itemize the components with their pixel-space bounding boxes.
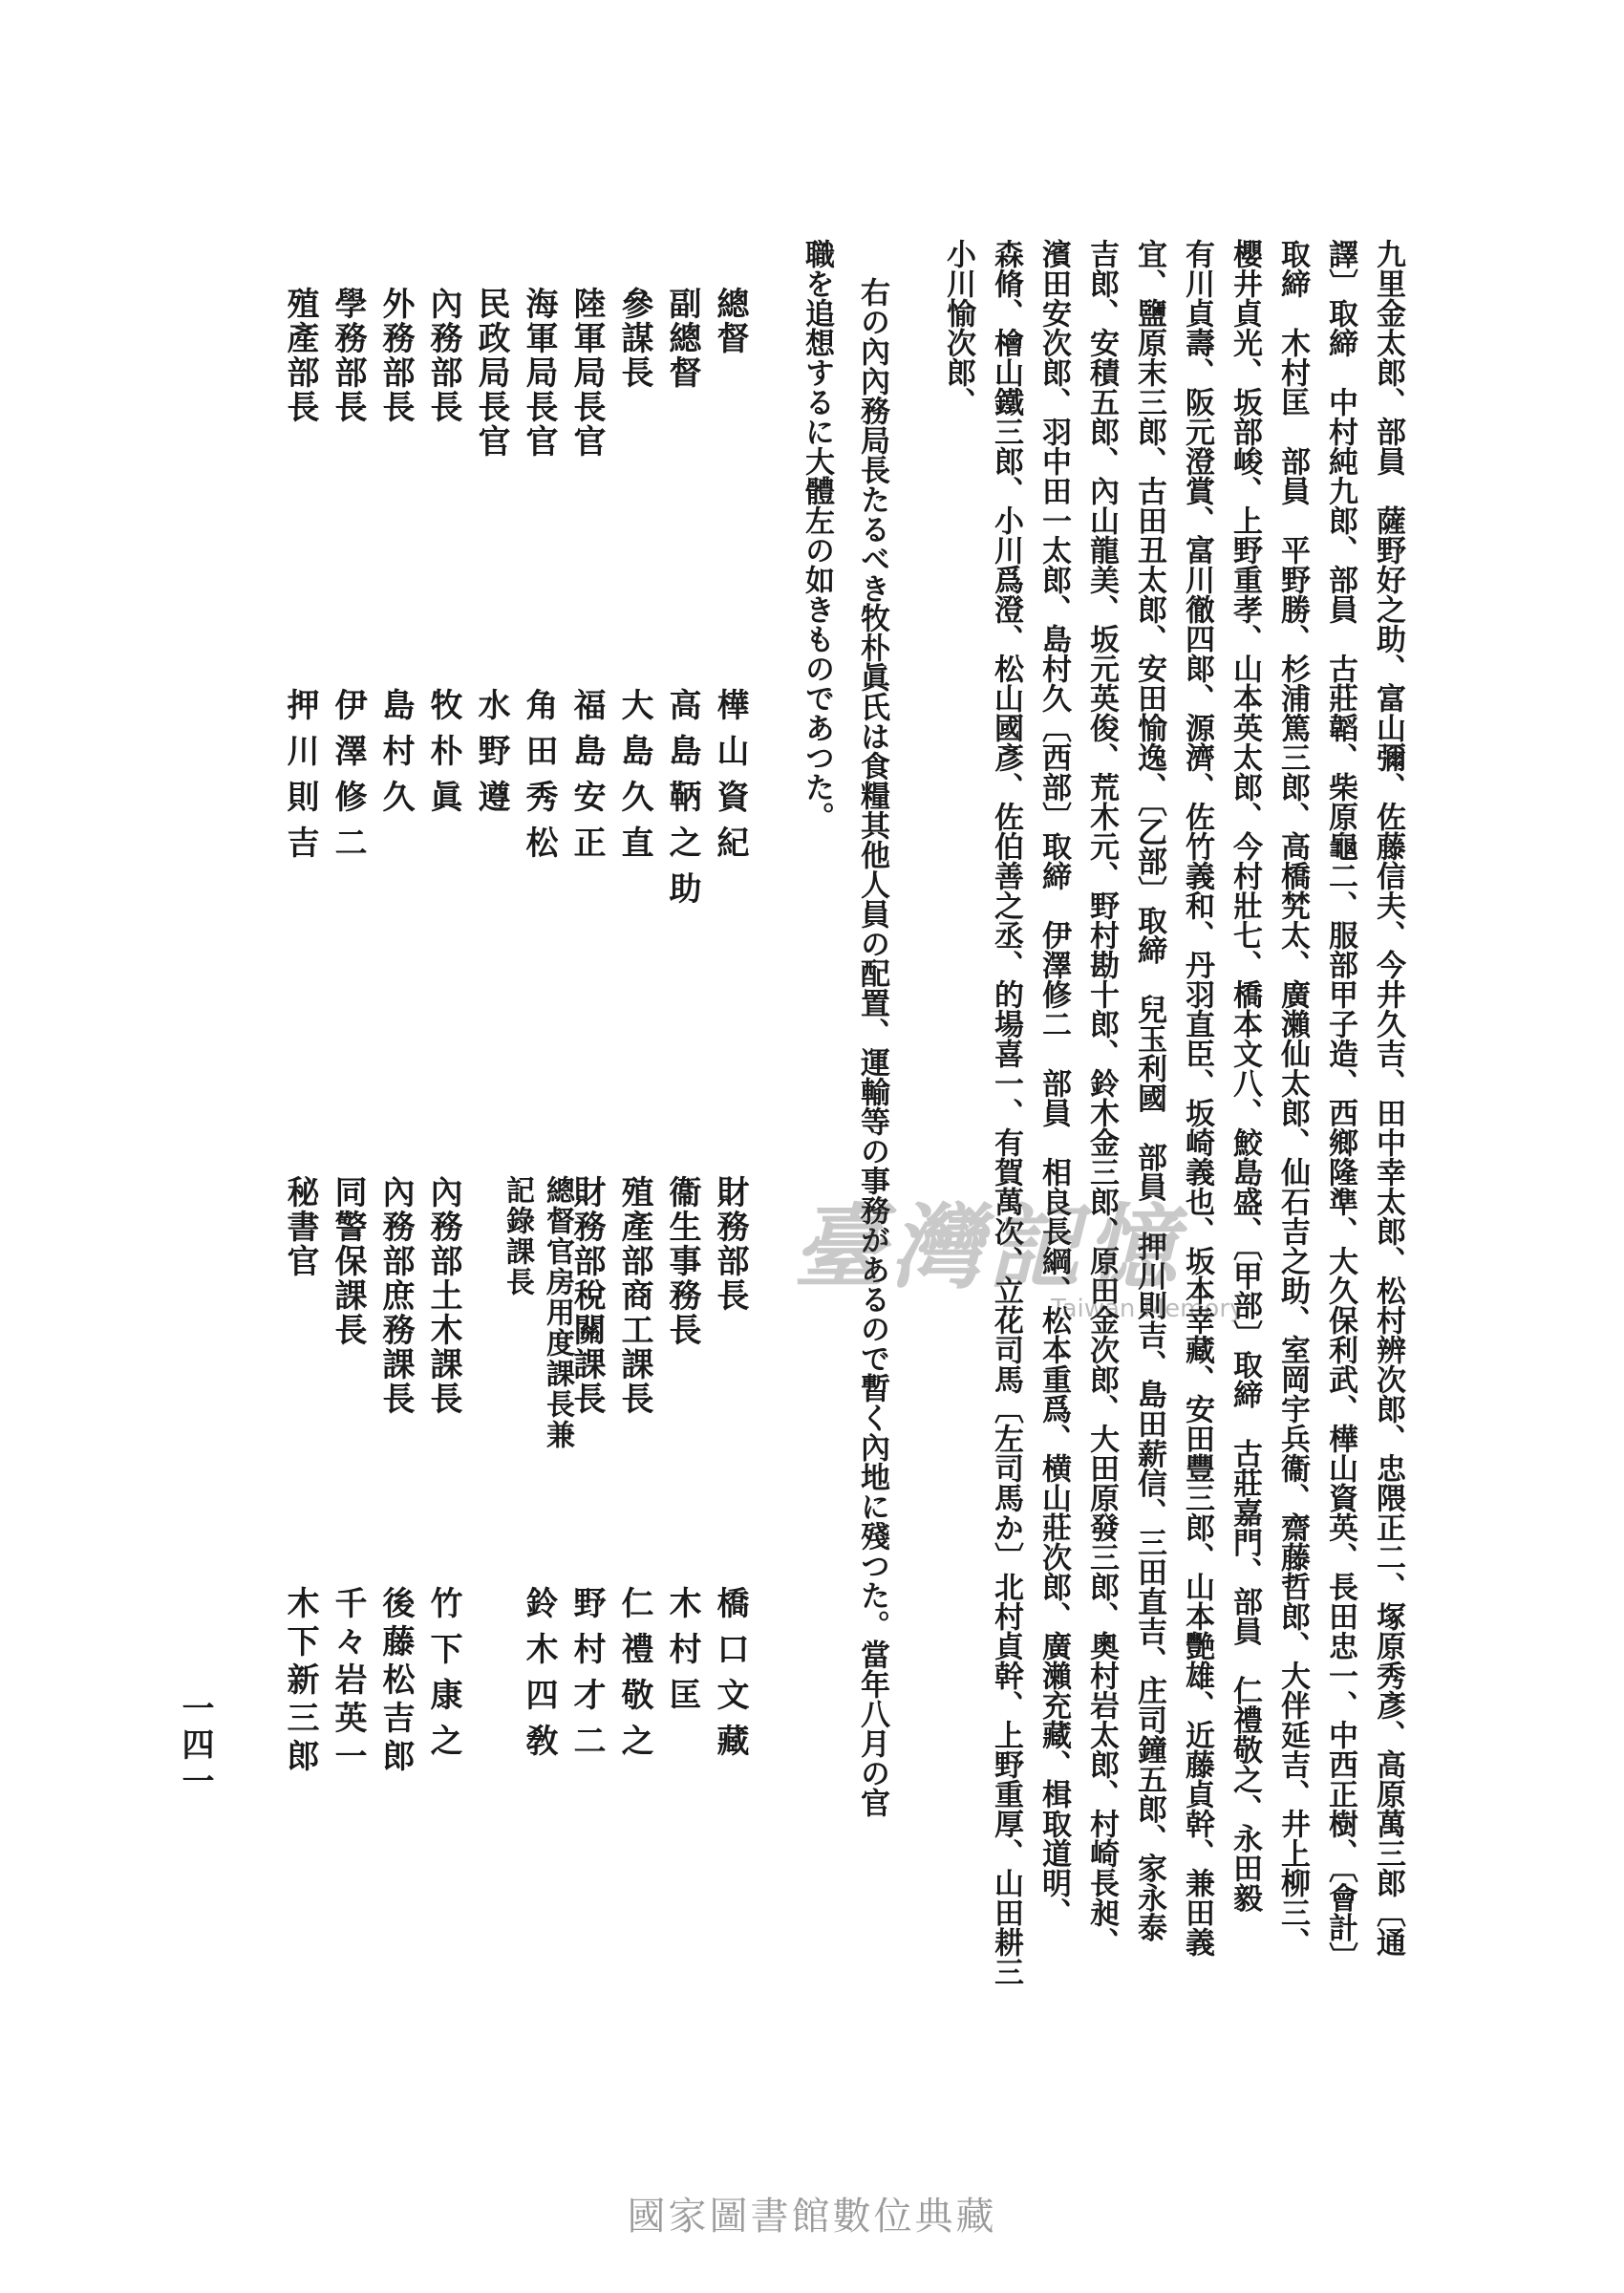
watermark-subtitle: Taiwan Memory — [1051, 1295, 1245, 1323]
personnel-name: 竹下康之 — [424, 1586, 462, 1769]
personnel-name: 後藤松吉郎 — [376, 1586, 415, 1777]
text-line: 櫻井貞光、坂部峻、上野重孝、山本英太郎、今村壯七、橋本文八、鮫島盛、〔甲部〕取締 古莊嘉門、部員 仁禮敬之、永田毅 — [1228, 239, 1262, 1913]
personnel-role: 內務部長 — [424, 287, 462, 424]
text-line: 取締 木村匡 部員 平野勝、杉浦篤三郎、高橋㭝太、廣瀨仙太郎、仙石吉之助、室岡宇兵衞、齋藤哲郎、大伴延吉、井上柳三、 — [1275, 239, 1310, 1957]
text-line: 有川貞壽、阪元澄賞、富川徹四郞、源濟、佐竹義和、丹羽直臣、坂崎義也、坂本幸藏、安田豐三郎、山本艷雄、近藤貞幹、兼田義 — [1180, 239, 1214, 1957]
personnel-name: 千々岩英一 — [329, 1586, 367, 1777]
personnel-name: 鈴木四敎 — [520, 1586, 558, 1769]
personnel-name: 伊澤修二 — [329, 688, 367, 871]
text-line: 九里金太郎、部員 薩野好之助、富山彌、佐藤信夫、今井久吉、田中幸太郎、松村辨次郎、忠隈正二、塚原秀彥、高原萬三郎〔通 — [1371, 239, 1405, 1957]
paragraph-line: 右の內內務局長たるべき牧朴眞氏は食糧其他人員の配置、運輸等の事務があるので暫く內地に殘つた。當年八月の官 — [855, 277, 889, 1817]
personnel-role: 殖產部商工課長 — [615, 1175, 653, 1416]
personnel-role: 財務部長 — [711, 1175, 749, 1313]
personnel-role: 副總督 — [663, 287, 701, 390]
text-line: 譯〕取締 中村純九郎、部員 古莊韜、柴原龜二、服部甲子造、西鄉隆準、大久保利武、樺山資英、長田忠一、中西正樹、〔會計〕 — [1323, 239, 1357, 1972]
personnel-role: 總督 — [711, 287, 749, 355]
personnel-name: 水野遵 — [472, 688, 510, 825]
personnel-role: 陸軍局長官 — [567, 287, 606, 459]
personnel-name: 仁禮敬之 — [615, 1586, 653, 1769]
personnel-role: 民政局長官 — [472, 287, 510, 459]
personnel-role: 衞生事務長 — [663, 1175, 701, 1347]
footer-archive-label: 國家圖書館數位典藏 — [627, 2195, 997, 2239]
personnel-name: 牧朴眞 — [424, 688, 462, 825]
text-line: 宜、鹽原末三郎、古田丑太郎、安田愉逸、〔乙部〕取締 兒玉利國 部員 押川則吉、島田薪信、三田直吉、庄司鐘五郎、家永泰 — [1132, 239, 1166, 1942]
text-line: 小川愉次郎、 — [941, 239, 975, 417]
personnel-name: 角田秀松 — [520, 688, 558, 871]
personnel-role: 總督官房用度課長兼 記錄課長 — [501, 1175, 574, 1450]
personnel-role: 學務部長 — [329, 287, 367, 424]
personnel-name: 野村才二 — [567, 1586, 606, 1769]
watermark-logo: 臺灣記憶 — [793, 1193, 1183, 1301]
personnel-role: 參謀長 — [615, 287, 653, 390]
personnel-role: 秘書官 — [281, 1175, 319, 1278]
personnel-role: 財務部稅關課長 — [567, 1175, 606, 1416]
page-number: 一四一 — [176, 1691, 214, 1800]
text-line: 森脩、檜山鐵三郎、小川爲澄、松山國彥、佐伯善之丞、的場喜一、有賀萬次、立花司馬〔左司馬か〕北村貞幹、上野重厚、山田耕三 — [989, 239, 1023, 1986]
personnel-name: 福島安正 — [567, 688, 606, 871]
text-line: 濱田安次郎、羽中田一太郎、島村久〔西部〕取締 伊澤修二 部員 相良長綱、松本重爲、横山莊次郎、廣瀨充藏、楫取道明、 — [1036, 239, 1071, 1927]
text-line: 吉郎、安積五郎、內山龍美、坂元英俊、荒木元、野村勘十郎、鈴木金三郎、原田金次郎、大田原發三郎、奧村岩太郎、村崎長昶、 — [1084, 239, 1119, 1957]
personnel-role: 內務部土木課長 — [424, 1175, 462, 1416]
personnel-role: 外務部長 — [376, 287, 415, 424]
personnel-role: 海軍局長官 — [520, 287, 558, 459]
personnel-name: 大島久直 — [615, 688, 653, 871]
personnel-name: 高島鞆之助 — [663, 688, 701, 917]
personnel-name: 木下新三郎 — [281, 1586, 319, 1777]
personnel-name: 島村久 — [376, 688, 415, 825]
personnel-role: 內務部庶務課長 — [376, 1175, 415, 1416]
personnel-role: 殖產部長 — [281, 287, 319, 424]
personnel-name: 押川則吉 — [281, 688, 319, 871]
personnel-name: 樺山資紀 — [711, 688, 749, 871]
paragraph-line: 職を追想するに大體左の如きものであつた。 — [800, 239, 834, 831]
personnel-name: 橋口文藏 — [711, 1586, 749, 1769]
personnel-name: 木村匡 — [663, 1586, 701, 1724]
personnel-role: 同警保課長 — [329, 1175, 367, 1347]
